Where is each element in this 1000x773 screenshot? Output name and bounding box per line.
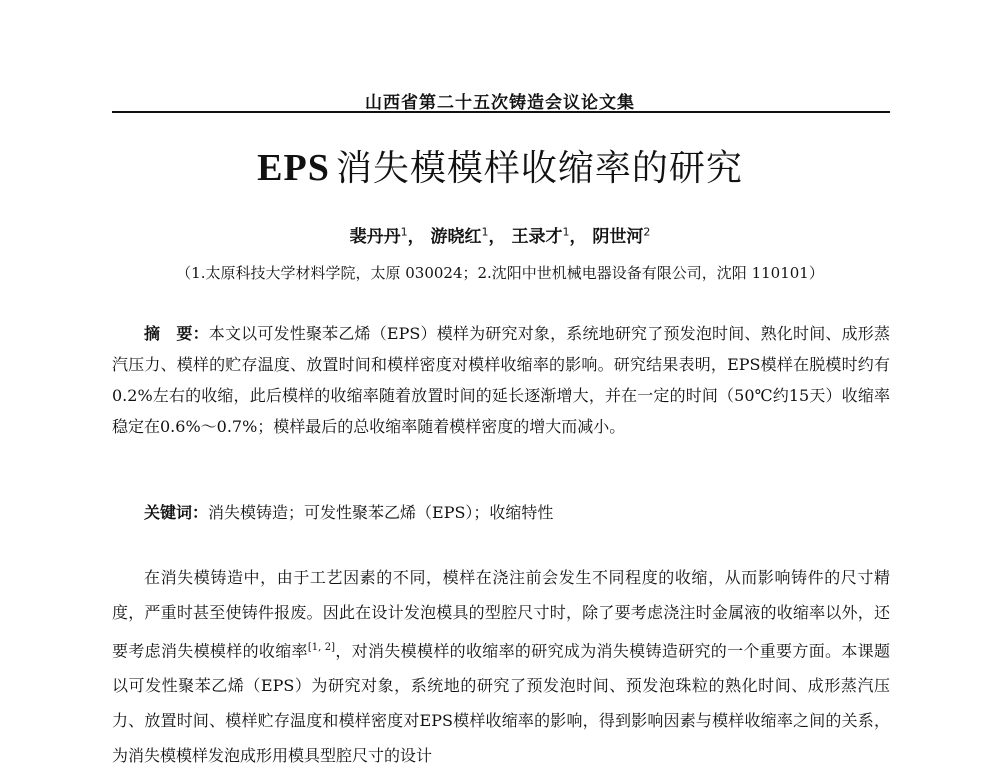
author-name: 王录才 (511, 227, 563, 247)
paper-title (0, 140, 1000, 191)
keywords-text: 消失模铸造；可发性聚苯乙烯（EPS）；收缩特性 (208, 503, 554, 522)
keywords-label: 关键词： (144, 503, 209, 522)
paper-title-rest: 消失模模样收缩率的研究 (335, 148, 743, 189)
author-separator: ， (488, 227, 506, 247)
author-affiliation-mark: 1 (562, 225, 570, 239)
header-rule (112, 111, 890, 113)
abstract-label: 摘 要： (144, 324, 209, 343)
body-text-part1: 在消失模铸造中，由于工艺因素的不同，模样在浇注前会发生不同程度的收缩，从而影响铸件的尺寸精度，严重时甚至使铸件报废。因此在设计发泡模具的型腔尺寸时，除了要考虑浇注时金属液的收缩率以外，还要考虑消失模模样的收缩率 (112, 568, 890, 661)
body-text-part2: ，对消失模模样的收缩率的研究成为消失模铸造研究的一个重要方面。本课题以可发性聚苯乙烯（EPS）为研究对象，系统地的研究了预发泡时间、预发泡珠粒的熟化时间、成形蒸汽压力、放置时间、模样贮存温度和模样密度对EPS模样收缩率的影响，得到影响因素与模样收缩率之间的关系，为消失模模样发泡成形用模具型腔尺寸的设计 (112, 641, 890, 766)
author-affiliation-mark: 1 (400, 225, 408, 239)
author-affiliation-mark: 1 (481, 225, 489, 239)
paper-title-latin: EPS (257, 147, 330, 189)
keywords (112, 497, 890, 528)
author-name: 游晓红 (430, 227, 482, 247)
journal-header-title: 山西省第二十五次铸造会议论文集 (365, 93, 635, 113)
abstract-text: 本文以可发性聚苯乙烯（EPS）模样为研究对象，系统地研究了预发泡时间、熟化时间、成形蒸汽压力、模样的贮存温度、放置时间和模样密度对模样收缩率的影响。研究结果表明，EPS模样在脱模时约有0.2%左右的收缩，此后模样的收缩率随着放置时间的延长逐渐增大，并在一定的时间（50℃约15天）收缩率稳定在0.6%～0.7%；模样最后的总收缩率随着模样密度的增大而减小。 (112, 324, 890, 436)
author-separator: ， (569, 227, 587, 247)
author-name: 阴世河 (592, 227, 644, 247)
author-list (0, 222, 1000, 247)
author-name: 裴丹丹 (349, 227, 401, 247)
author-affiliations: （1.太原科技大学材料学院，太原 030024；2.沈阳中世机械电器设备有限公司，沈阳 110101） (176, 264, 824, 282)
author-separator: ， (407, 227, 425, 247)
citation-reference[interactable]: [1, 2] (307, 642, 336, 653)
author-affiliation-mark: 2 (643, 225, 651, 239)
body-paragraph (112, 560, 890, 773)
abstract (112, 318, 890, 442)
